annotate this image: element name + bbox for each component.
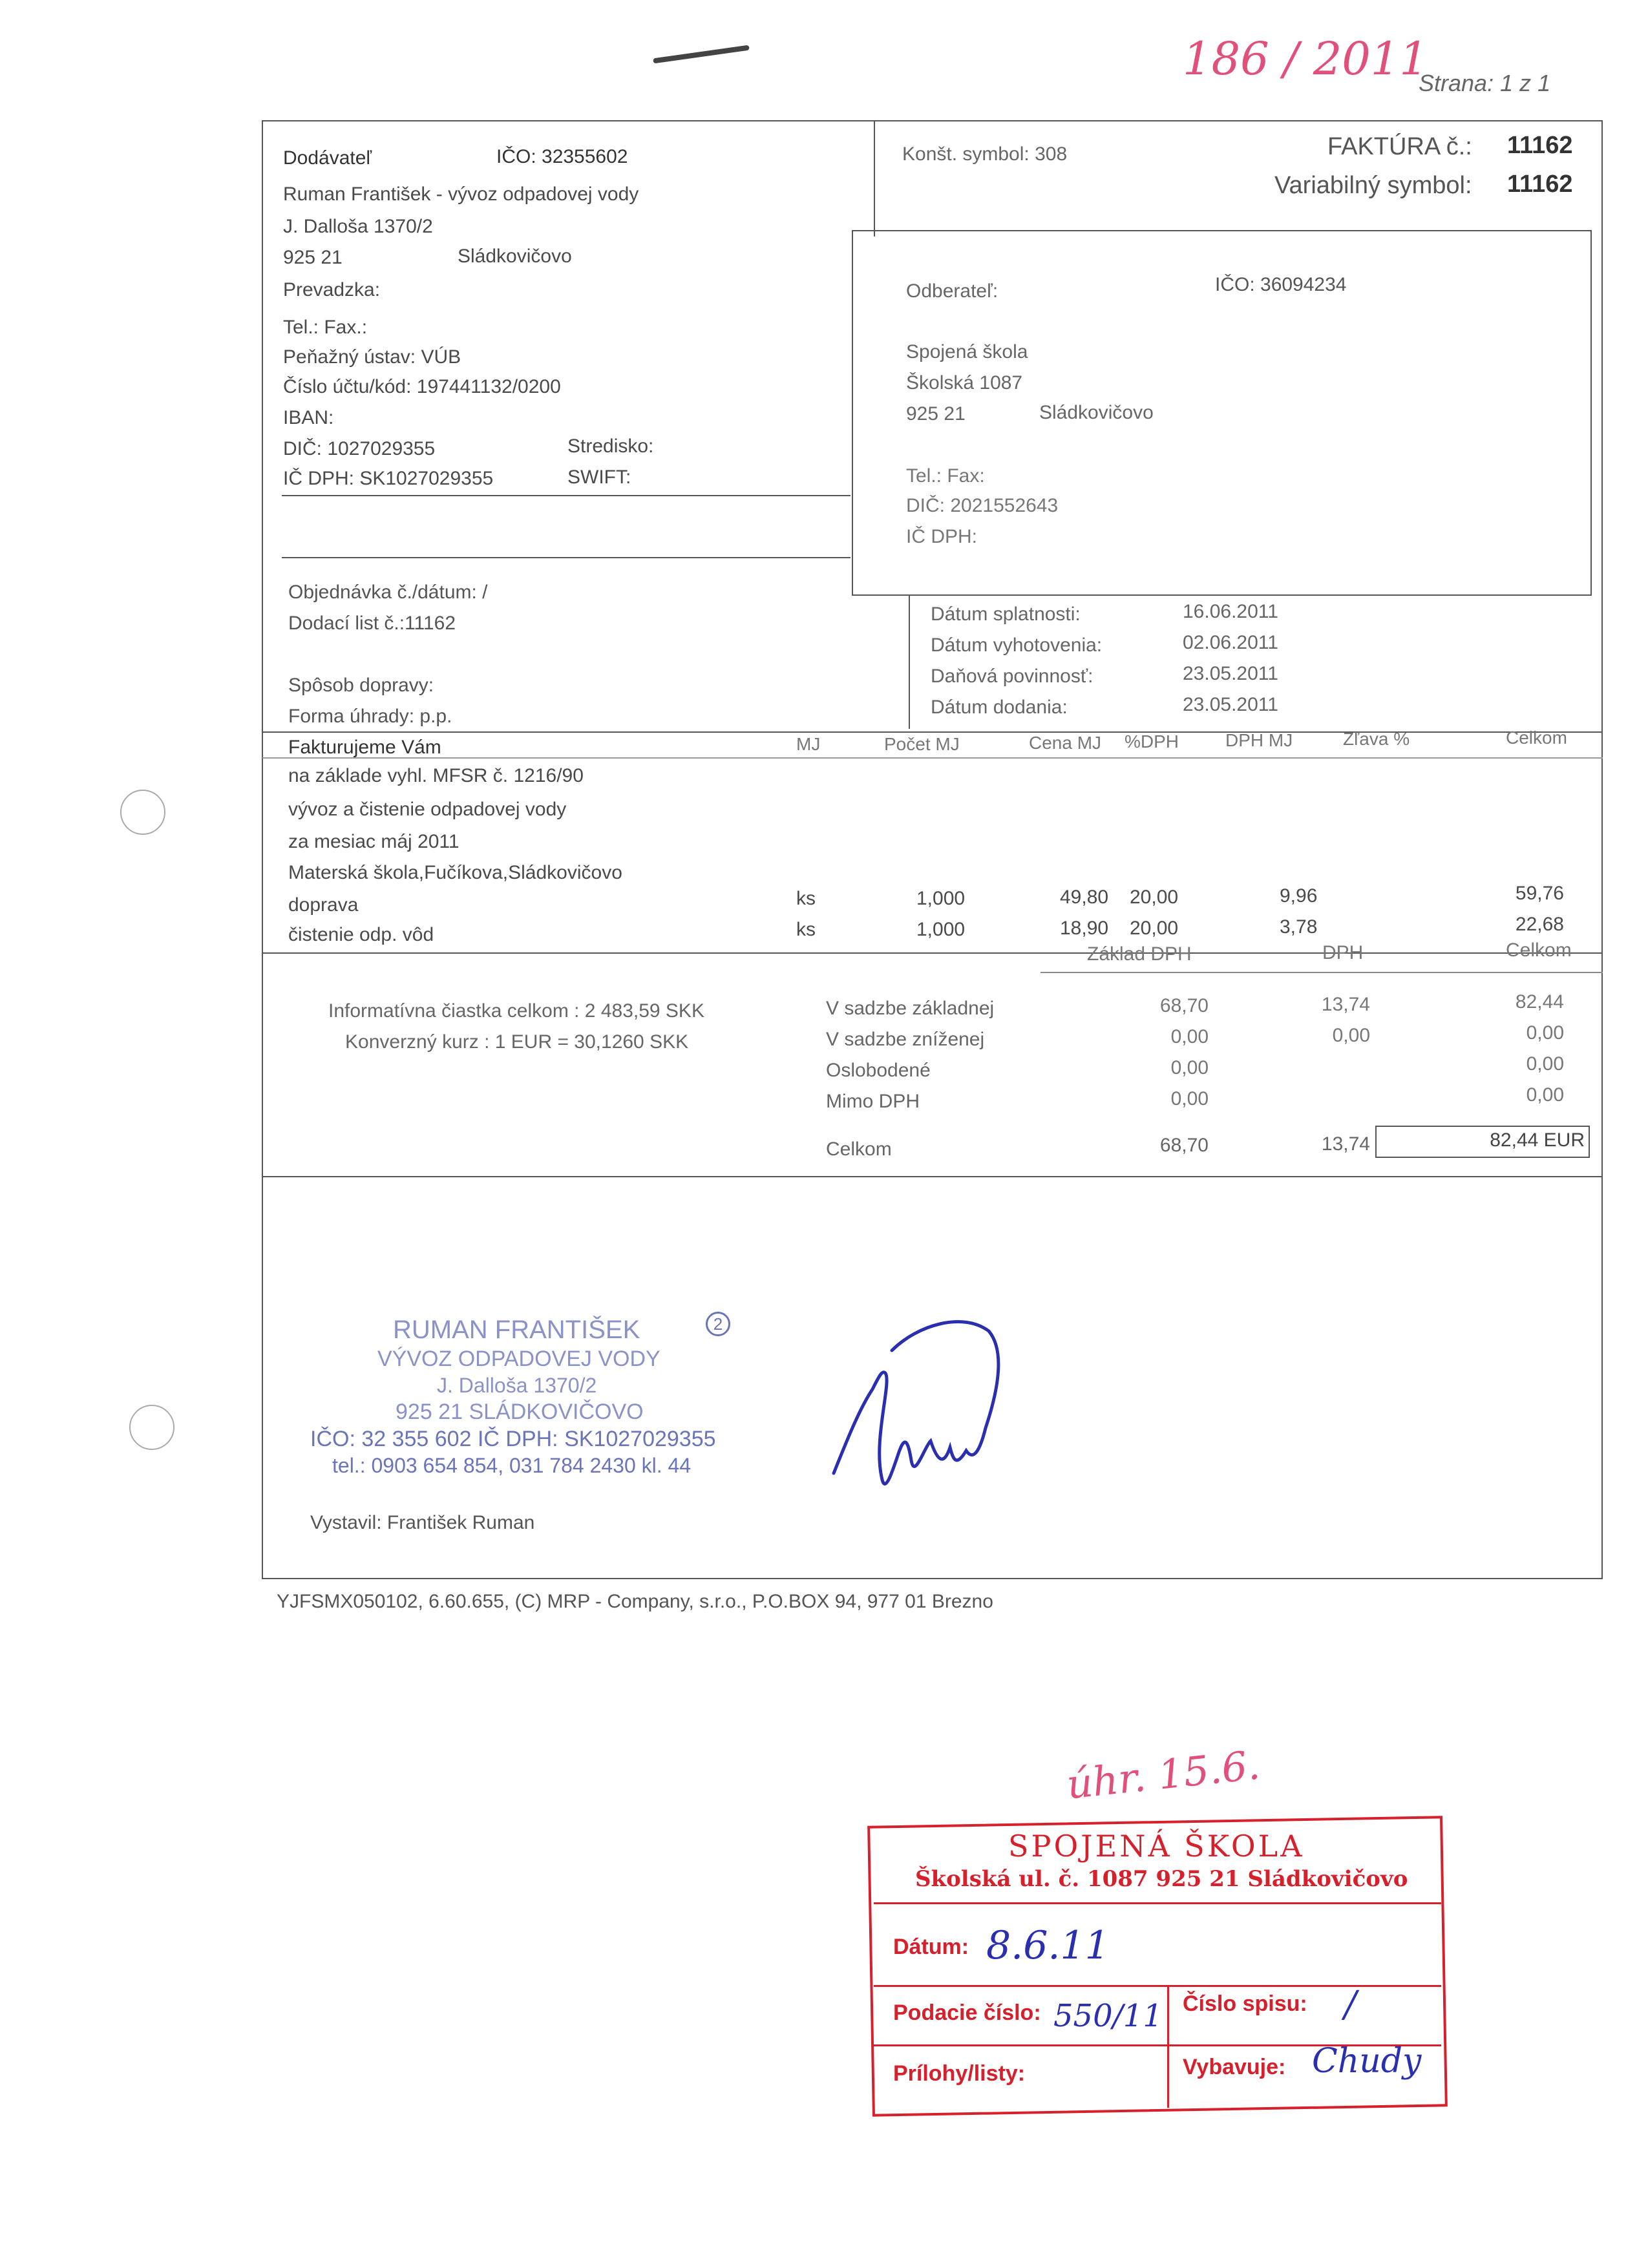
item-mj: ks (796, 919, 816, 940)
summary-celkom: 0,00 (1526, 1084, 1564, 1106)
punch-hole (129, 1405, 174, 1450)
supplier-street: J. Dalloša 1370/2 (283, 216, 433, 237)
customer-name: Spojená škola (906, 341, 1028, 362)
stamp-line: IČO: 32 355 602 IČ DPH: SK1027029355 (310, 1427, 716, 1451)
date-value: 23.05.2011 (1183, 694, 1278, 715)
description-line: na základe vyhl. MFSR č. 1216/90 (288, 765, 584, 786)
date-value: 16.06.2011 (1183, 601, 1278, 622)
item-pct: 20,00 (1130, 918, 1179, 939)
stamp-line: J. Dalloša 1370/2 (437, 1374, 597, 1397)
total-dph: 13,74 (1321, 1133, 1370, 1155)
stamp-line: 925 21 SLÁDKOVIČOVO (396, 1400, 644, 1424)
item-name: čistenie odp. vôd (288, 924, 434, 945)
receipt-address: Školská ul. č. 1087 925 21 Sládkovičovo (915, 1866, 1408, 1892)
customer-tel-fax: Tel.: Fax: (906, 465, 985, 487)
customer-icdph: IČ DPH: (906, 526, 978, 547)
supplier-city: Sládkovičovo (458, 246, 572, 267)
customer-dic: DIČ: 2021552643 (906, 495, 1059, 516)
order-doprava: Spôsob dopravy: (288, 675, 434, 696)
summary-zaklad: 0,00 (1170, 1026, 1209, 1047)
info-amount-skk: Informatívna čiastka celkom : 2 483,59 SKK (328, 1000, 704, 1022)
stamp-number-circle (706, 1312, 730, 1336)
summary-celkom: 0,00 (1526, 1053, 1564, 1075)
stamp-line: VÝVOZ ODPADOVEJ VODY (377, 1347, 660, 1371)
col-header-cena: Cena MJ (1029, 733, 1102, 753)
item-cena: 49,80 (1060, 887, 1109, 908)
receipt-vybavuje-value: Chudy (1312, 2042, 1422, 2081)
handwritten-payment-note: úhr. 15.6. (1064, 1741, 1262, 1809)
summary-label: Oslobodené (826, 1060, 931, 1081)
summary-label: V sadzbe zníženej (826, 1029, 985, 1050)
supplier-stredisko: Stredisko: (567, 436, 654, 457)
item-cena: 18,90 (1060, 918, 1109, 939)
supplier-prevadzka: Prevadzka: (283, 279, 381, 300)
summary-zaklad: 0,00 (1170, 1057, 1209, 1078)
punch-hole (120, 790, 165, 835)
col-header-mj: MJ (796, 734, 821, 754)
date-value: 23.05.2011 (1183, 663, 1278, 684)
receipt-podaci-label: Podacie číslo: (893, 2000, 1041, 2025)
col-header-fakturujeme: Fakturujeme Vám (288, 737, 441, 758)
receipt-prilohy-label: Prílohy/listy: (893, 2061, 1026, 2086)
supplier-bank: Peňažný ústav: VÚB (283, 346, 461, 368)
order-objednavka: Objednávka č./dátum: / (288, 582, 488, 603)
item-dph: 3,78 (1280, 916, 1318, 938)
item-pocet: 1,000 (916, 919, 966, 940)
footer-text: YJFSMX050102, 6.60.655, (C) MRP - Company, s.r.o., P.O.BOX 94, 977 01 Brezno (277, 1591, 993, 1612)
order-uhrada: Forma úhrady: p.p. (288, 706, 452, 727)
col-header-dph: DPH MJ (1225, 730, 1293, 750)
customer-label: Odberateľ: (906, 280, 998, 302)
description-line: Materská škola,Fučíkova,Sládkovičovo (288, 862, 622, 883)
date-label: Dátum dodania: (931, 697, 1068, 718)
summary-header-dph: DPH (1322, 942, 1364, 963)
receipt-podaci-value: 550/11 (1053, 1998, 1163, 2034)
summary-label: V sadzbe základnej (826, 998, 995, 1019)
supplier-iban: IBAN: (283, 407, 334, 428)
item-name: doprava (288, 894, 359, 916)
variable-symbol: 11162 (1507, 171, 1573, 198)
item-mj: ks (796, 888, 816, 909)
page-count: Strana: 1 z 1 (1419, 70, 1551, 96)
col-header-celkom: Celkom (1506, 728, 1567, 748)
signature (821, 1312, 1028, 1506)
stamp-line: tel.: 0903 654 854, 031 784 2430 kl. 44 (332, 1454, 692, 1477)
total-label: Celkom (826, 1139, 892, 1160)
receipt-vybavuje-label: Vybavuje: (1183, 2055, 1286, 2079)
konst-symbol: Konšt. symbol: 308 (902, 143, 1068, 165)
faktura-number: 11162 (1507, 132, 1573, 159)
receipt-cislo-label: Číslo spisu: (1183, 1991, 1307, 2016)
customer-street: Školská 1087 (906, 372, 1023, 394)
summary-header-celkom: Celkom (1506, 940, 1572, 961)
receipt-cislo-value: / (1344, 1984, 1357, 2026)
item-celkom: 59,76 (1515, 883, 1564, 904)
col-header-pct: %DPH (1125, 731, 1179, 751)
conversion-rate: Konverzný kurz : 1 EUR = 30,1260 SKK (345, 1031, 689, 1053)
summary-zaklad: 68,70 (1159, 995, 1209, 1016)
order-dodaci: Dodací list č.:11162 (288, 613, 456, 634)
supplier-tel-fax: Tel.: Fax.: (283, 317, 368, 338)
date-label: Dátum splatnosti: (931, 604, 1081, 625)
supplier-dic: DIČ: 1027029355 (283, 438, 436, 459)
stamp-line: RUMAN FRANTIŠEK (393, 1316, 640, 1344)
summary-celkom: 82,44 (1515, 991, 1564, 1013)
faktura-label: FAKTÚRA č.: (1327, 133, 1472, 160)
summary-label: Mimo DPH (826, 1091, 920, 1112)
receipt-datum-label: Dátum: (893, 1935, 969, 1959)
summary-zaklad: 0,00 (1170, 1088, 1209, 1109)
description-line: za mesiac máj 2011 (288, 831, 460, 852)
supplier-swift: SWIFT: (567, 467, 631, 488)
supplier-account: Číslo účtu/kód: 197441132/0200 (283, 376, 561, 397)
summary-dph: 0,00 (1332, 1025, 1370, 1046)
summary-dph: 13,74 (1321, 994, 1370, 1015)
supplier-label: Dodávateľ (283, 147, 372, 169)
variable-symbol-label: Variabilný symbol: (1274, 172, 1472, 199)
summary-header-zaklad: Základ DPH (1087, 943, 1192, 965)
date-value: 02.06.2011 (1183, 632, 1278, 653)
customer-zip: 925 21 (906, 403, 966, 425)
item-pct: 20,00 (1130, 887, 1179, 908)
supplier-name: Ruman František - vývoz odpadovej vody (283, 184, 639, 205)
col-header-pocet: Počet MJ (884, 734, 960, 754)
col-header-zlava: Zľava % (1343, 729, 1410, 749)
customer-city: Sládkovičovo (1039, 402, 1154, 423)
supplier-zip: 925 21 (283, 247, 343, 268)
supplier-icdph: IČ DPH: SK1027029355 (283, 468, 494, 489)
total-celkom: 82,44 EUR (1490, 1129, 1585, 1151)
item-pocet: 1,000 (916, 888, 966, 909)
receipt-school: SPOJENÁ ŠKOLA (1008, 1829, 1305, 1864)
issued-by: Vystavil: František Ruman (310, 1512, 535, 1533)
total-zaklad: 68,70 (1159, 1135, 1209, 1156)
stamp-number: 2 (713, 1314, 723, 1334)
date-label: Daňová povinnosť: (931, 666, 1093, 687)
pen-mark (653, 45, 750, 64)
receipt-datum-value: 8.6.11 (986, 1923, 1110, 1968)
summary-celkom: 0,00 (1526, 1022, 1564, 1044)
description-line: vývoz a čistenie odpadovej vody (288, 799, 567, 820)
handwritten-reference: 186 / 2011 (1183, 32, 1428, 85)
item-dph: 9,96 (1280, 885, 1318, 907)
supplier-ico: IČO: 32355602 (496, 146, 628, 167)
item-celkom: 22,68 (1515, 914, 1564, 935)
customer-ico: IČO: 36094234 (1215, 274, 1347, 295)
date-label: Dátum vyhotovenia: (931, 635, 1103, 656)
